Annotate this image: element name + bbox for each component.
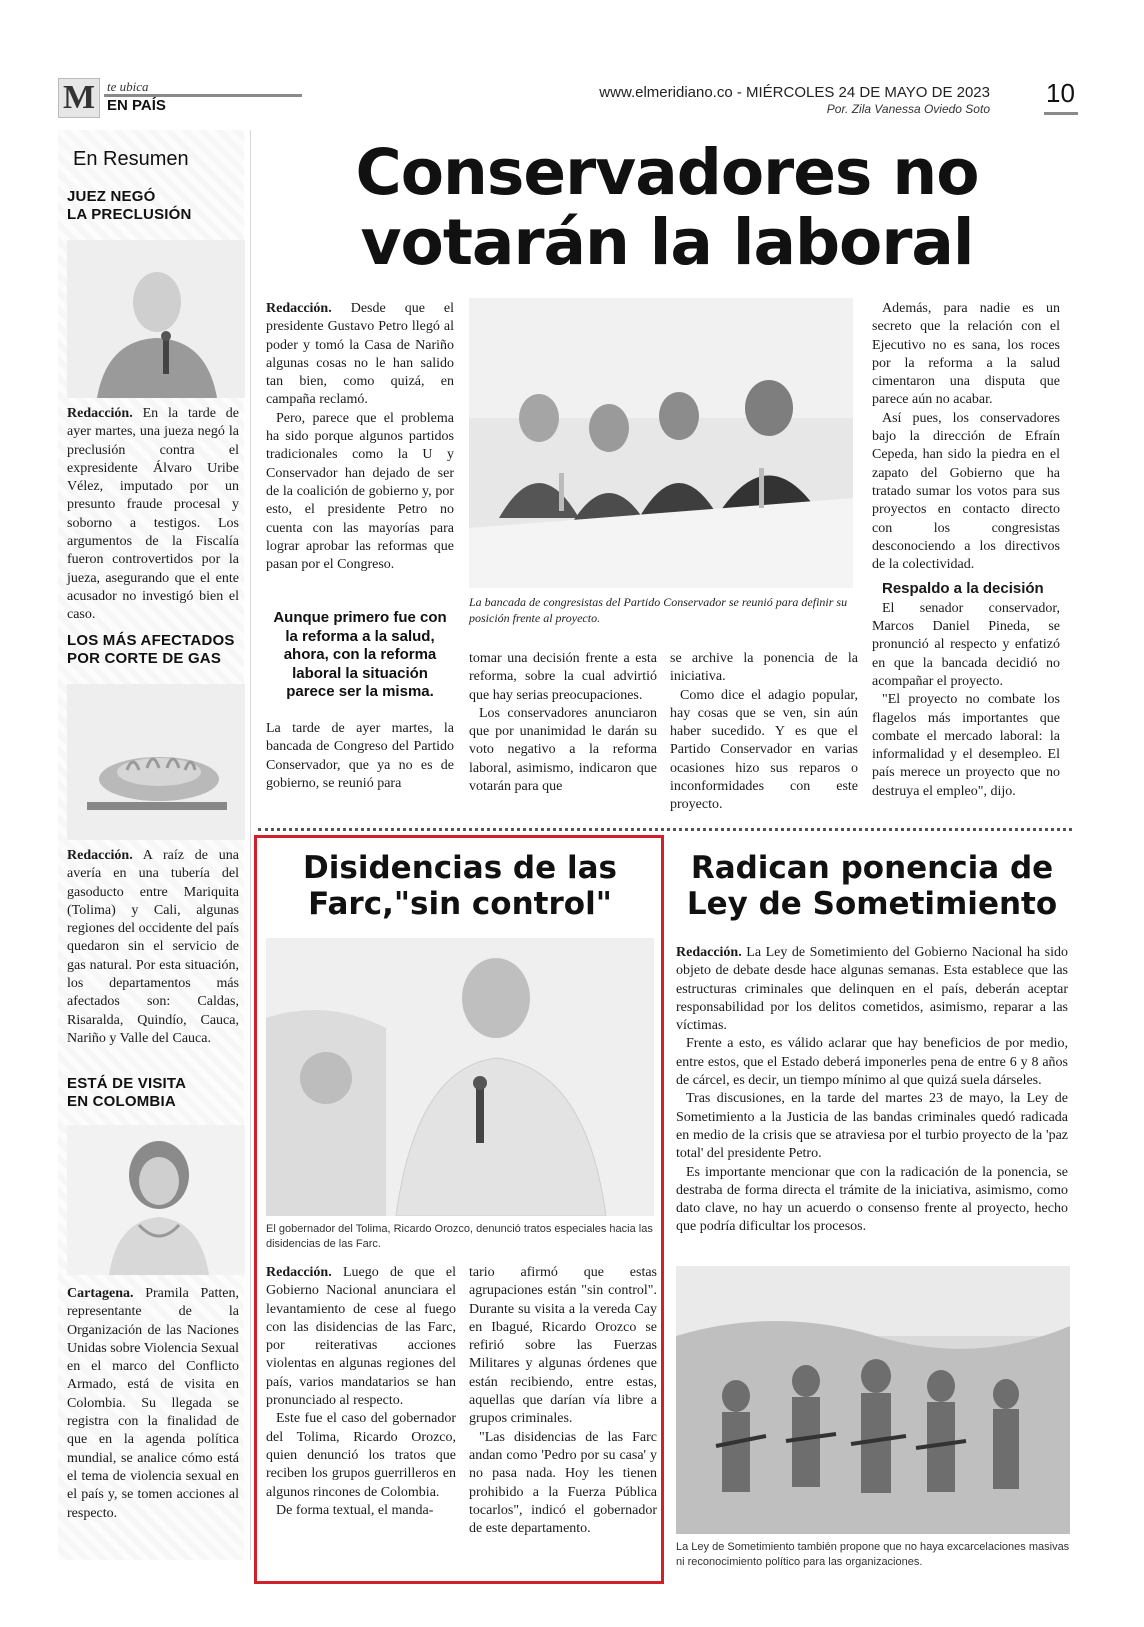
lead: Cartagena. (67, 1286, 134, 1301)
section-separator (258, 828, 1072, 831)
soldiers-photo (676, 1266, 1070, 1534)
main-col-1-bottom (266, 720, 454, 793)
gas-burner-illustration (67, 684, 245, 840)
main-photo-caption: La bancada de congresistas del Partido Conservador se reunió para definir su posición frente al proyecto. (469, 595, 848, 625)
sidebar-text: A raíz de una avería en una tubería del gasoducto entre Mariquita (Tolima) y Cali, algunas regiones del occidente del país quedaron sin el servicio de gas natural. Por esta situación, los departamentos más afectados son: Caldas, Risaralda, Quindío, Cauca, Nariño y Valle del Cauca. (67, 848, 239, 1046)
sidebar-item-2-text (67, 847, 239, 1048)
paragraph: Este fue el caso del gobernador del Tolima, Ricardo Orozco, quien denunció los tratos que reciben los grupos guerrilleros en algunos rincones de Colombia. (266, 1411, 456, 1500)
page-number: 10 (1046, 78, 1075, 108)
orozco-photo (266, 938, 654, 1216)
main-col-4 (872, 300, 1060, 801)
ley-headline-line: Ley de Sometimiento (686, 886, 1058, 922)
main-col-1-top (266, 300, 454, 574)
paragraph: "El proyecto no combate los flagelos más importantes que combate el mercado laboral: la informalidad y el desempleo. El país merece un proyecto que no destruya el empleo", dijo. (872, 692, 1060, 799)
sidebar-heading-2 (67, 632, 247, 668)
main-col-2 (469, 650, 657, 796)
subhead: Respaldo a la decisión (882, 580, 1044, 598)
pull-quote: Aunque primero fue con la reforma a la salud, ahora, con la reforma laboral la situación parece ser la misma. (273, 609, 447, 700)
sidebar-divider (250, 130, 251, 1560)
sidebar-heading-line: POR CORTE DE GAS (67, 650, 222, 667)
sidebar-text: En la tarde de ayer martes, una jueza negó la preclusión contra el expresidente Álvaro Uribe Vélez, imputado por un presunto fraude procesal y soborno a testigos. Los argumentos de la Fiscalía fueron controvertidos por la jueza, asegurando que el ente acusador no investigó bien el caso. (67, 406, 239, 623)
paragraph: Los conservadores anunciaron que por unanimidad le darán su voto negativo a la reforma laboral, asimismo, indicaron que votarán para que (469, 705, 657, 795)
section-small-label: te ubica (107, 79, 149, 94)
uribe-photo-illustration (67, 240, 245, 398)
main-headline-line: votarán la laboral (360, 206, 974, 279)
main-headline-line: Conservadores no (355, 136, 979, 209)
paragraph: tario afirmó que estas agrupaciones están "sin control". Durante su visita a la vereda Cay en Ibagué, Ricardo Orozco se refirió sobre las Fuerzas Militares y algunas órdenes que están recibiendo, entre estas, aquellas que darían vía libre a grupos criminales. (469, 1265, 657, 1427)
farc-headline-line: Disidencias de las (303, 850, 617, 886)
paragraph: Pero, parece que el problema ha sido porque algunos partidos tradicionales como la U y Conservador han dejado de ser de la coalición de gobierno y, por esto, el presidente Petro no cuenta con las mayorías para lograr aprobar las reformas que pasan por el Congreso. (266, 410, 454, 573)
paragraph: De forma textual, el manda- (276, 1502, 434, 1518)
main-col-3 (670, 650, 858, 815)
lead: Redacción. (266, 301, 332, 316)
paragraph: Además, para nadie es un secreto que la relación con el Ejecutivo no es sana, los roces por la reforma a la salud cimentaron una disputa que parece aún no acabar. (872, 301, 1060, 408)
paragraph: Luego de que el Gobierno Nacional anunciara el levantamiento de cese al fuego con las disidencias de las Farc, por reiterativas acciones violentas en algunas regiones del país, varios mandatarios se han pronunciado al respecto. (266, 1265, 457, 1409)
farc-headline (262, 850, 658, 922)
paragraph: Frente a esto, es válido aclarar que hay beneficios de por medio, entre estos, que el Estado deberá imponerles pena de entre 6 y 8 años de cárcel, es decir, un tiempo mínimo al que quizá suela dárseles. (676, 1036, 1068, 1089)
paragraph: Desde que el presidente Gustavo Petro llegó al poder y tomó la Casa de Nariño algunas cosas no le han salido tan bien, como quizá, en campaña reclamó. (266, 301, 455, 408)
paragraph: La Ley de Sometimiento del Gobierno Nacional ha sido objeto de debate desde hace algunas semanas. Esta establece que las estructuras criminales que delinquen en el país, deberán aceptar responsabilidad por los delitos cometidos, asimismo, reparar a las víctimas. (676, 945, 1068, 1034)
farc-col-2 (469, 1264, 657, 1538)
conservative-caucus-photo (469, 298, 853, 588)
sidebar-heading-1 (67, 188, 247, 224)
sidebar-heading-line: LA PRECLUSIÓN (67, 206, 192, 223)
farc-col-1 (266, 1264, 456, 1520)
paragraph: "Las disidencias de las Farc andan como 'Pedro por su casa' y no pasa nada. Hoy les tienen prohibido a la Fuerza Pública tocarlos", indicó el gobernador de este departamento. (469, 1429, 657, 1537)
lead: Redacción. (67, 406, 133, 421)
paragraph: Así pues, los conservadores bajo la dirección de Efraín Cepeda, han sido la piedra en el zapato del Gobierno que ha tratado sumar los votos para sus proyectos en contacto directo con los congresistas desconociendo a los directivos de la colectividad. (872, 410, 1060, 573)
sidebar-text: Pramila Patten, representante de la Organización de las Naciones Unidas sobre Violencia Sexual en el marco del Conflicto Armado, está de visita en Colombia. Su llegada se registra con la finalidad de que en la agenda política mundial, se analice cómo está el tema de violencia sexual en el país y, se tomen acciones al respecto. (67, 1286, 239, 1521)
ley-headline (672, 850, 1072, 922)
ley-photo-caption: La Ley de Sometimiento también propone que no haya excarcelaciones masivas ni reconocimiento político para las organizaciones. (676, 1541, 1070, 1568)
logo-letter: M (62, 79, 96, 116)
lead: Redacción. (67, 848, 133, 863)
orozco-photo-illustration (266, 938, 654, 1216)
ley-headline-line: Radican ponencia de (690, 850, 1054, 886)
sidebar-heading-line: JUEZ NEGÓ (67, 188, 156, 205)
sidebar-title: En Resumen (73, 148, 189, 170)
sidebar-heading-line: ESTÁ DE VISITA (67, 1075, 187, 1092)
header-rule (104, 94, 302, 97)
gas-burner-photo (67, 684, 245, 840)
uribe-photo (67, 240, 245, 398)
caucus-photo-illustration (469, 298, 853, 588)
site-date: www.elmeridiano.co - MIÉRCOLES 24 DE MAYO DE 2023 (599, 84, 990, 101)
paragraph: La tarde de ayer martes, la bancada de Congreso del Partido Conservador, que ya no es de gobierno, se reunió para (266, 721, 454, 791)
farc-headline-line: Farc,"sin control" (308, 886, 612, 922)
sidebar-item-3-text (67, 1285, 239, 1523)
masthead-logo (58, 78, 100, 118)
main-headline (262, 138, 1072, 278)
sidebar-heading-3 (67, 1075, 247, 1111)
paragraph: Tras discusiones, en la tarde del martes 23 de mayo, la Ley de Sometimiento a la Justicia de las bandas criminales quedó radicada en medio de la crisis que se atraviesa por el turbio proyecto de la 'paz total' del presidente Petro. (676, 1091, 1068, 1162)
patten-photo-illustration (67, 1125, 245, 1275)
paragraph: Es importante mencionar que con la radicación de la ponencia, se destraba de forma directa el trámite de la iniciativa, asimismo, como dato clave, no hay un acuerdo o consenso frente al proyecto, hecho que podría dificultar los procesos. (676, 1164, 1068, 1235)
ley-body (676, 944, 1068, 1237)
section-label: EN PAÍS (107, 97, 166, 114)
farc-photo-caption: El gobernador del Tolima, Ricardo Orozco, denunció tratos especiales hacia las disidencias de las Farc. (266, 1223, 653, 1250)
paragraph: Como dice el adagio popular, hay cosas que se ven, sin aún haber sucedido. Y es que el Partido Conservador en varias ocasiones hizo sus reparos o inconformidades con este proyecto. (670, 687, 858, 813)
sidebar-heading-line: LOS MÁS AFECTADOS (67, 632, 235, 649)
lead: Redacción. (676, 945, 742, 960)
patten-photo (67, 1125, 245, 1275)
byline: Por. Zila Vanessa Oviedo Soto (826, 102, 990, 116)
paragraph: se archive la ponencia de la iniciativa. (670, 651, 858, 685)
sidebar-item-1-text (67, 405, 239, 625)
lead: Redacción. (266, 1265, 332, 1280)
soldiers-photo-illustration (676, 1266, 1070, 1534)
paragraph: El senador conservador, Marcos Daniel Pineda, se pronunció al respecto y enfatizó en que la bancada decidió no acompañar el proyecto. (872, 600, 1060, 689)
paragraph: tomar una decisión frente a esta reforma, sobre la cual advirtió que hay serias preocupaciones. (469, 651, 657, 703)
page-number-rule (1044, 112, 1078, 115)
sidebar-heading-line: EN COLOMBIA (67, 1093, 176, 1110)
